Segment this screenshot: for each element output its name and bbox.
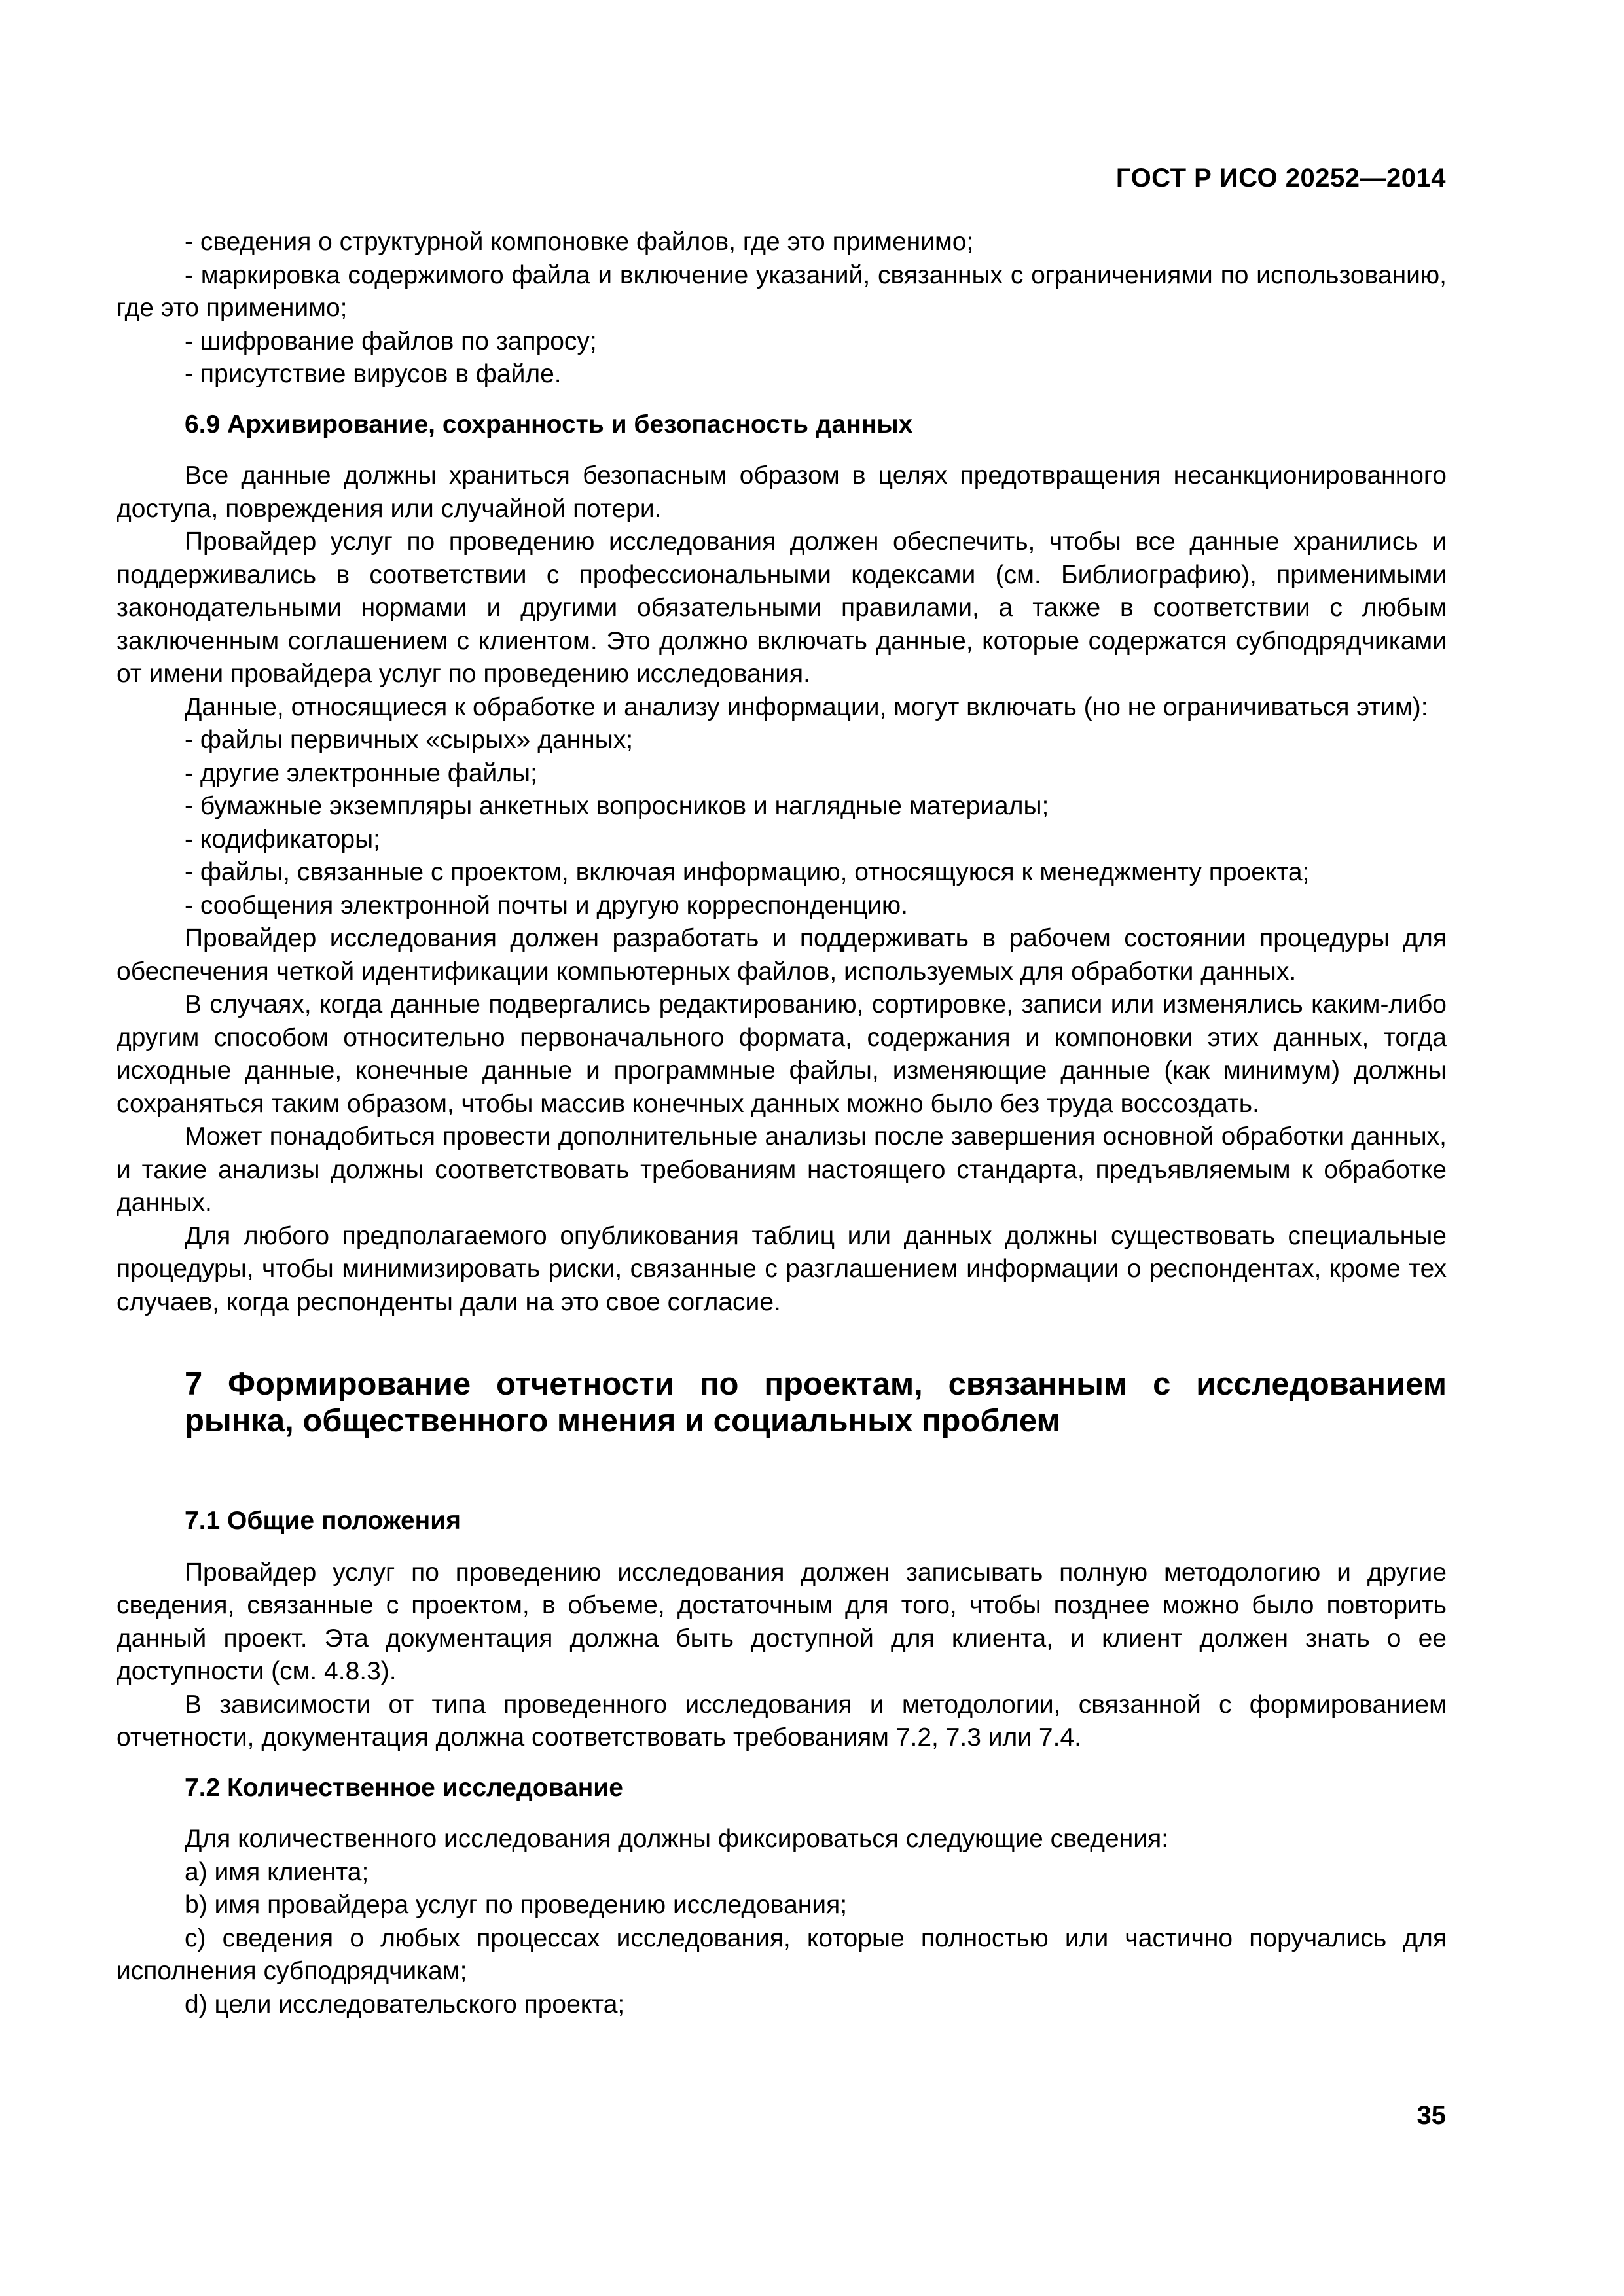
list-item: - шифрование файлов по запросу; <box>185 327 597 355</box>
list-item: - файлы первичных «сырых» данных; <box>185 726 634 754</box>
paragraph: Провайдер услуг по проведению исследования должен обеспечить, чтобы все данные хранились и поддерживались в соответствии с профессиональными кодексами (см. Библиографию), применимыми законодательными нормами и другими обязательными правилами, а также в соответствии с любым заключенным соглашением с клиентом. Это должно включать данные, которые содержатся субподрядчиками от имени провайдера услуг по проведению исследования. <box>117 528 1447 688</box>
list-item: - бумажные экземпляры анкетных вопросников и наглядные материалы; <box>185 792 1049 820</box>
section-heading-6-9: 6.9 Архивирование, сохранность и безопасность данных <box>185 410 913 439</box>
list-item: - сообщения электронной почты и другую корреспонденцию. <box>185 891 908 920</box>
list-item: b) имя провайдера услуг по проведению исследования; <box>185 1891 848 1919</box>
list-item: a) имя клиента; <box>185 1857 369 1886</box>
list-item: - кодификаторы; <box>185 825 380 853</box>
paragraph: В зависимости от типа проведенного исследования и методологии, связанной с формированием отчетности, документация должна соответствовать требованиям 7.2, 7.3 или 7.4. <box>117 1690 1447 1751</box>
paragraph: Провайдер исследования должен разработать и поддерживать в рабочем состоянии процедуры для обеспечения четкой идентификации компьютерных файлов, используемых для обработки данных. <box>117 924 1447 986</box>
page-number: 35 <box>1416 2101 1446 2130</box>
paragraph: В случаях, когда данные подвергались редактированию, сортировке, записи или изменялись каким-либо другим способом относительно первоначального формата, содержания и компоновки этих данных, тогда исходные данные, конечные данные и программные файлы, изменяющие данные (как минимум) должны сохраняться таким образом, чтобы массив конечных данных можно было без труда воссоздать. <box>117 990 1447 1118</box>
list-item: d) цели исследовательского проекта; <box>185 1990 625 2018</box>
document-header: ГОСТ Р ИСО 20252—2014 <box>1115 164 1446 192</box>
list-item: - присутствие вирусов в файле. <box>185 360 562 388</box>
paragraph: Данные, относящиеся к обработке и анализу информации, могут включать (но не ограничиваться этим): <box>185 692 1428 721</box>
section-heading-7-2: 7.2 Количественное исследование <box>185 1773 623 1802</box>
list-item: - маркировка содержимого файла и включение указаний, связанных с ограничениями по использованию, где это применимо; <box>117 260 1447 322</box>
paragraph: Для любого предполагаемого опубликования таблиц или данных должны существовать специальные процедуры, чтобы минимизировать риски, связанные с разглашением информации о респондентах, кроме тех случаев, когда респонденты дали на это свое согласие. <box>117 1221 1447 1316</box>
list-item: - сведения о структурной компоновке файлов, где это применимо; <box>185 228 974 256</box>
list-item: - другие электронные файлы; <box>185 759 537 787</box>
list-item: - файлы, связанные с проектом, включая информацию, относящуюся к менеджменту проекта; <box>185 858 1310 886</box>
paragraph: Все данные должны храниться безопасным образом в целях предотвращения несанкционированного доступа, повреждения или случайной потери. <box>117 461 1447 523</box>
section-heading-7-1: 7.1 Общие положения <box>185 1507 461 1535</box>
chapter-heading-7: 7 Формирование отчетности по проектам, связанным с исследованием рынка, общественного мнения и социальных проблем <box>185 1367 1447 1439</box>
paragraph: Провайдер услуг по проведению исследования должен записывать полную методологию и другие сведения, связанные с проектом, в объеме, достаточным для того, чтобы позднее можно было повторить данный проект. Эта документация должна быть доступной для клиента, и клиент должен знать о ее доступности (см. 4.8.3). <box>117 1558 1447 1685</box>
paragraph: Может понадобиться провести дополнительные анализы после завершения основной обработки данных, и такие анализы должны соответствовать требованиям настоящего стандарта, предъявляемым к обработке данных. <box>117 1122 1447 1217</box>
page-content <box>117 226 1447 2021</box>
paragraph: Для количественного исследования должны фиксироваться следующие сведения: <box>185 1825 1169 1853</box>
list-item: c) сведения о любых процессах исследования, которые полностью или частично поручались для исполнения субподрядчикам; <box>117 1924 1447 1985</box>
